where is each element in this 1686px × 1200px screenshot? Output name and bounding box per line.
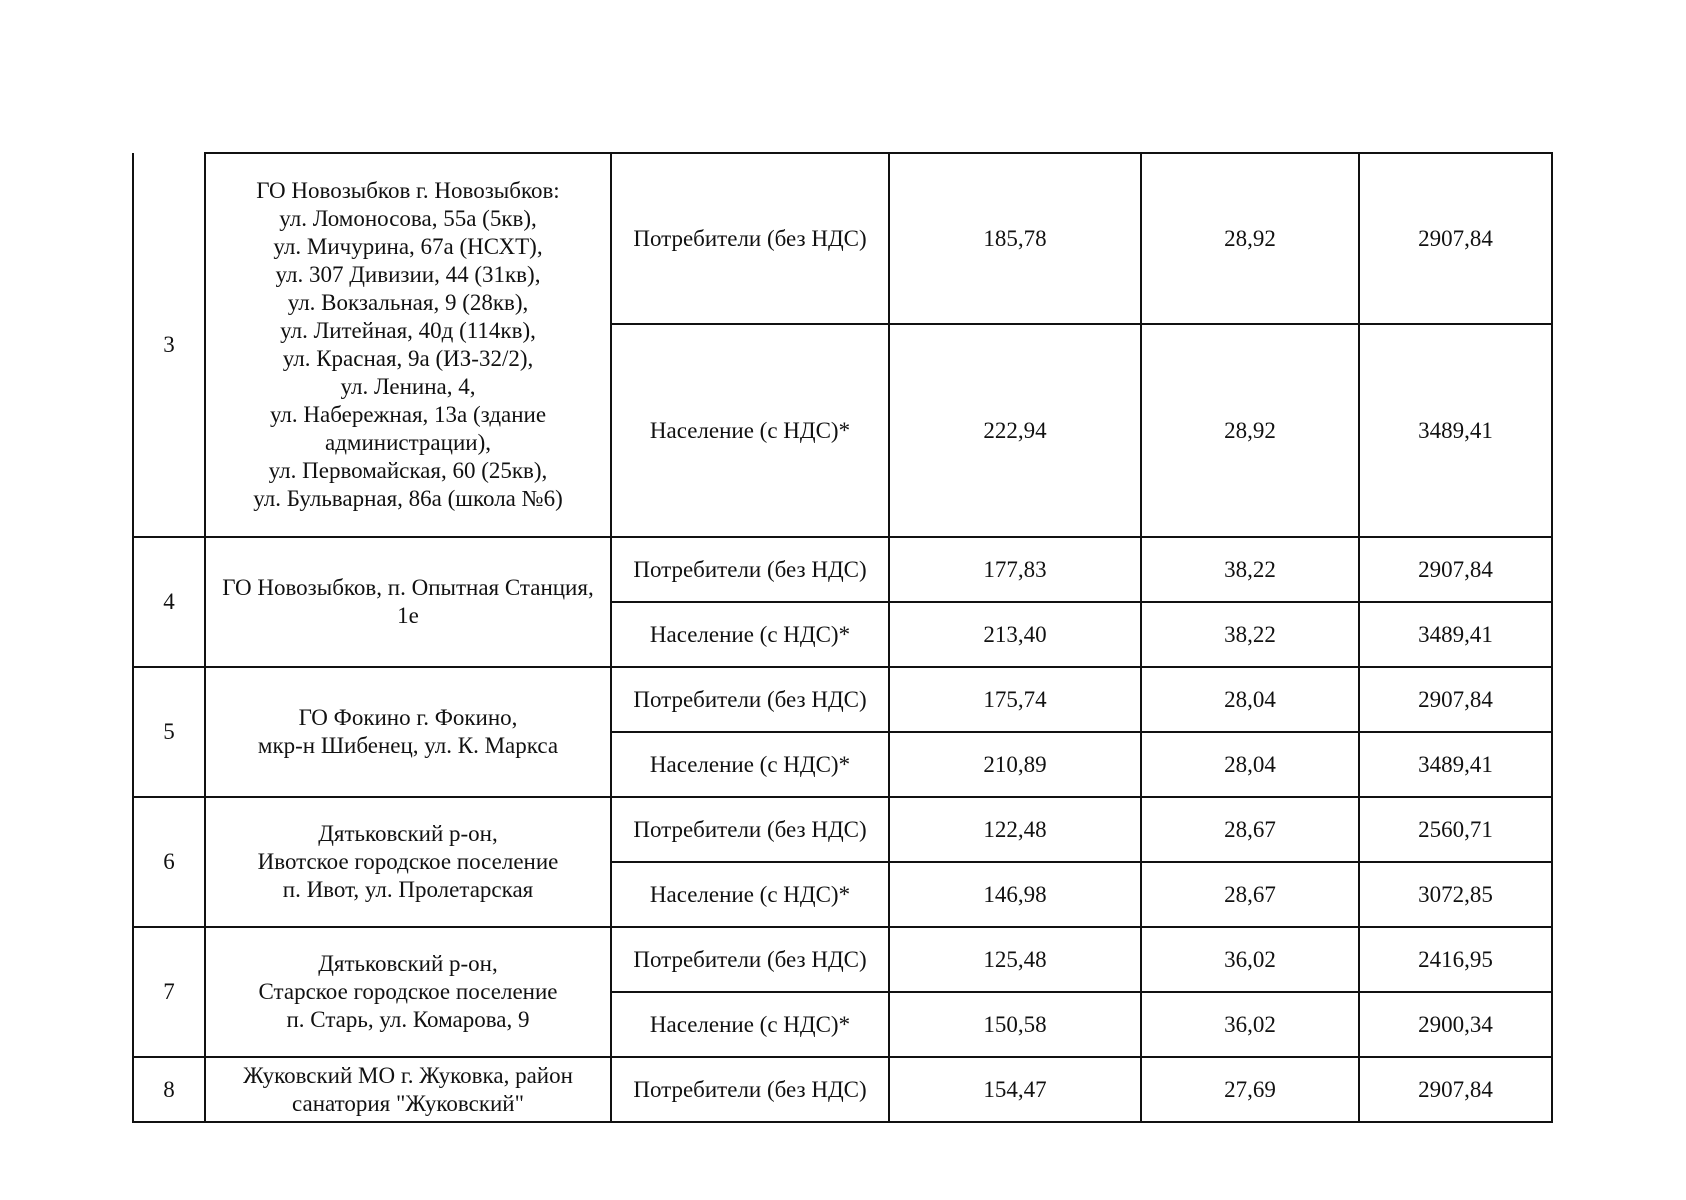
consumer-type: Потребители (без НДС) (611, 927, 889, 992)
value-cell: 2907,84 (1359, 153, 1552, 324)
value-cell: 28,67 (1141, 797, 1359, 862)
consumer-type: Население (с НДС)* (611, 324, 889, 537)
value-cell: 28,67 (1141, 862, 1359, 927)
value-cell: 2416,95 (1359, 927, 1552, 992)
address-line: п. Старь, ул. Комарова, 9 (286, 1007, 530, 1032)
row-number: 3 (133, 153, 205, 537)
value-cell: 2907,84 (1359, 1057, 1552, 1122)
value-cell: 38,22 (1141, 602, 1359, 667)
address-line: ул. Бульварная, 86а (школа №6) (253, 486, 563, 511)
row-number: 4 (133, 537, 205, 667)
value-cell: 125,48 (889, 927, 1141, 992)
address-line: ул. Набережная, 13а (здание администрации), (269, 402, 547, 455)
consumer-type: Потребители (без НДС) (611, 797, 889, 862)
table-row (133, 667, 1552, 732)
address-line: ГО Фокино г. Фокино, (298, 705, 518, 730)
consumer-type: Население (с НДС)* (611, 862, 889, 927)
value-cell: 2907,84 (1359, 667, 1552, 732)
address-line: Дятьковский р-он, (318, 951, 498, 976)
address-cell (205, 797, 611, 927)
table-row (133, 1057, 1552, 1122)
consumer-type: Потребители (без НДС) (611, 1057, 889, 1122)
address-line: ул. Первомайская, 60 (25кв), (268, 458, 548, 483)
value-cell: 213,40 (889, 602, 1141, 667)
address-cell (205, 153, 611, 537)
row-number: 6 (133, 797, 205, 927)
value-cell: 2560,71 (1359, 797, 1552, 862)
table-row (133, 797, 1552, 862)
value-cell: 28,92 (1141, 324, 1359, 537)
value-cell: 38,22 (1141, 537, 1359, 602)
value-cell: 3489,41 (1359, 602, 1552, 667)
value-cell: 2900,34 (1359, 992, 1552, 1057)
value-cell: 36,02 (1141, 992, 1359, 1057)
address-line: ул. Ленина, 4, (340, 374, 476, 399)
address-line: ул. Красная, 9а (ИЗ-32/2), (282, 346, 534, 371)
value-cell: 177,83 (889, 537, 1141, 602)
value-cell: 222,94 (889, 324, 1141, 537)
address-cell (205, 667, 611, 797)
value-cell: 36,02 (1141, 927, 1359, 992)
consumer-type: Население (с НДС)* (611, 732, 889, 797)
address-cell (205, 927, 611, 1057)
address-line: ул. Мичурина, 67а (НСХТ), (273, 234, 543, 259)
table-row (133, 927, 1552, 992)
table-row (133, 537, 1552, 602)
value-cell: 3489,41 (1359, 732, 1552, 797)
address-cell: ГО Новозыбков, п. Опытная Станция, 1е (205, 537, 611, 667)
table-row (133, 153, 1552, 324)
address-line: ул. Ломоносова, 55а (5кв), (279, 206, 537, 231)
consumer-type: Потребители (без НДС) (611, 667, 889, 732)
address-line: ГО Новозыбков г. Новозыбков: (256, 178, 560, 203)
address-line: Старское городское поселение (258, 979, 558, 1004)
address-cell: Жуковский МО г. Жуковка, район санатория "Жуковский" (205, 1057, 611, 1122)
value-cell: 146,98 (889, 862, 1141, 927)
value-cell: 28,04 (1141, 667, 1359, 732)
tariff-table (132, 152, 1553, 1123)
value-cell: 27,69 (1141, 1057, 1359, 1122)
address-line: Дятьковский р-он, (318, 821, 498, 846)
address-line: ул. Вокзальная, 9 (28кв), (287, 290, 529, 315)
value-cell: 154,47 (889, 1057, 1141, 1122)
row-number: 5 (133, 667, 205, 797)
value-cell: 185,78 (889, 153, 1141, 324)
row-number: 7 (133, 927, 205, 1057)
address-line: ул. 307 Дивизии, 44 (31кв), (275, 262, 541, 287)
value-cell: 122,48 (889, 797, 1141, 862)
value-cell: 3072,85 (1359, 862, 1552, 927)
consumer-type: Население (с НДС)* (611, 992, 889, 1057)
value-cell: 210,89 (889, 732, 1141, 797)
row-number: 8 (133, 1057, 205, 1122)
address-line: Ивотское городское поселение (257, 849, 559, 874)
value-cell: 3489,41 (1359, 324, 1552, 537)
consumer-type: Потребители (без НДС) (611, 537, 889, 602)
consumer-type: Потребители (без НДС) (611, 153, 889, 324)
value-cell: 28,92 (1141, 153, 1359, 324)
value-cell: 2907,84 (1359, 537, 1552, 602)
value-cell: 28,04 (1141, 732, 1359, 797)
address-line: мкр-н Шибенец, ул. К. Маркса (257, 733, 559, 758)
consumer-type: Население (с НДС)* (611, 602, 889, 667)
value-cell: 150,58 (889, 992, 1141, 1057)
value-cell: 175,74 (889, 667, 1141, 732)
address-line: п. Ивот, ул. Пролетарская (282, 877, 534, 902)
address-line: ул. Литейная, 40д (114кв), (280, 318, 536, 343)
